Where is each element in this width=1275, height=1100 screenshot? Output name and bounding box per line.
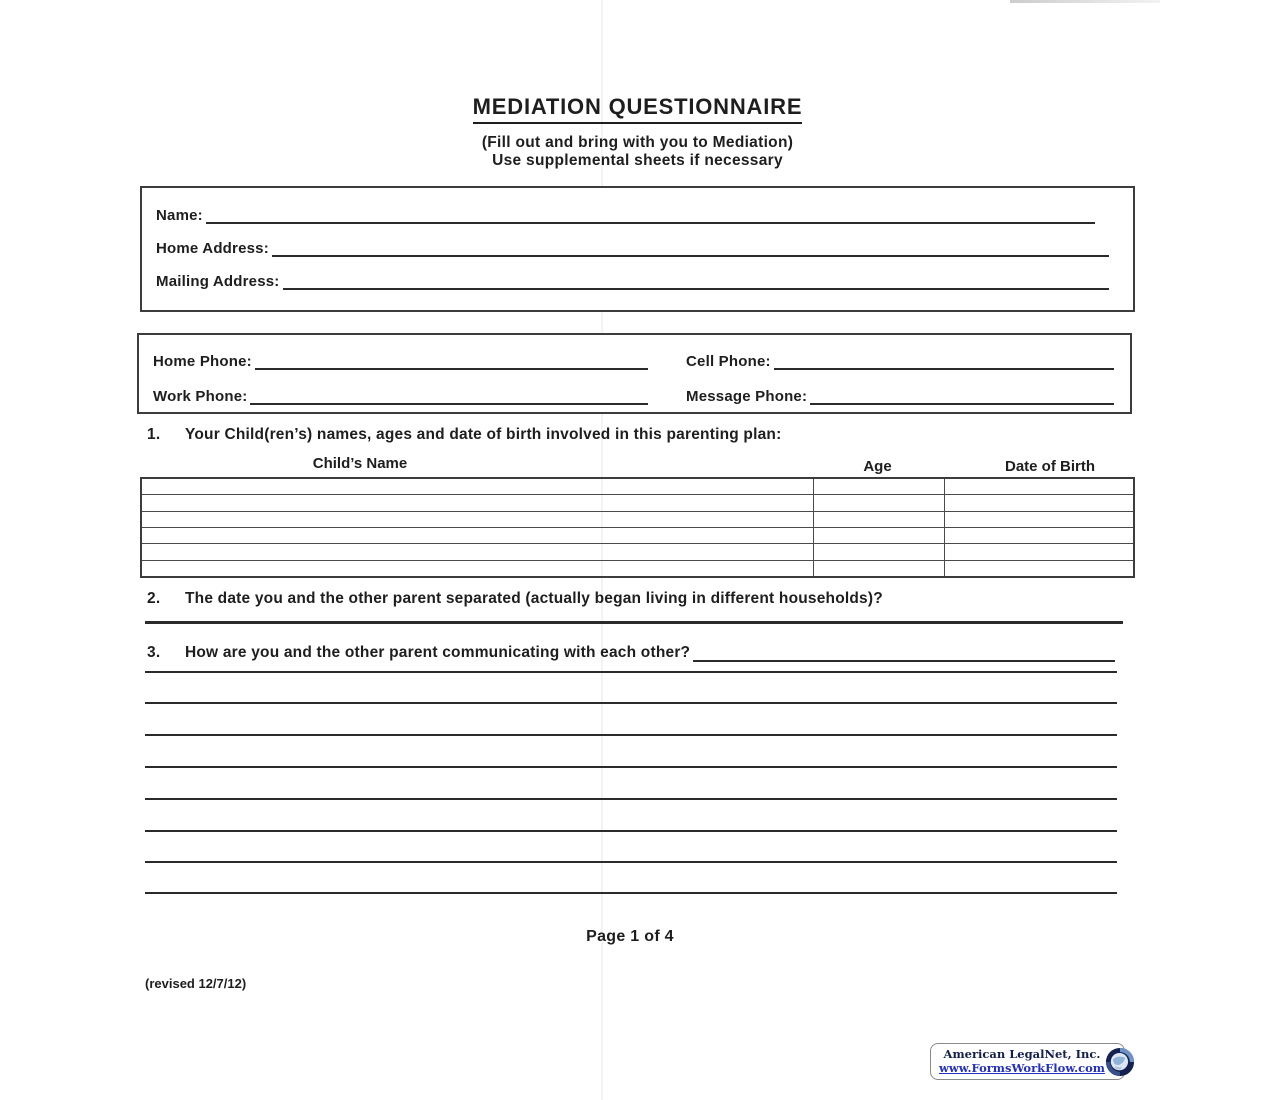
- question-2: [147, 590, 1132, 608]
- home-phone-input-line[interactable]: [255, 350, 648, 370]
- question-1-text: Your Child(ren’s) names, ages and date of birth involved in this parenting plan:: [185, 426, 782, 443]
- name-label: Name:: [156, 207, 203, 224]
- child-name-cell[interactable]: [142, 479, 814, 494]
- phone-box: [137, 333, 1132, 414]
- column-header-childs-name: Child’s Name: [312, 455, 408, 472]
- home-phone-row: [153, 345, 658, 370]
- branding-company: American LegalNet, Inc.: [943, 1047, 1101, 1062]
- table-row: [142, 561, 1133, 576]
- question-1: [147, 426, 1132, 444]
- american-legalnet-badge: [930, 1043, 1125, 1080]
- answer-line[interactable]: [145, 798, 1117, 800]
- work-phone-input-line[interactable]: [250, 385, 648, 405]
- answer-line[interactable]: [145, 892, 1117, 894]
- answer-line[interactable]: [145, 734, 1117, 736]
- child-name-cell[interactable]: [142, 544, 814, 559]
- message-phone-row: [686, 380, 1114, 405]
- form-instructions-line1: (Fill out and bring with you to Mediation): [481, 134, 794, 151]
- home-address-label: Home Address:: [156, 240, 269, 257]
- child-name-cell[interactable]: [142, 561, 814, 576]
- question-2-answer-line[interactable]: [145, 621, 1123, 624]
- work-phone-label: Work Phone:: [153, 388, 248, 405]
- answer-line[interactable]: [145, 830, 1117, 832]
- table-row: [142, 479, 1133, 495]
- home-address-row: [156, 231, 1119, 257]
- home-address-input-line[interactable]: [272, 237, 1109, 257]
- work-phone-row: [153, 380, 658, 405]
- form-instructions-line2: Use supplemental sheets if necessary: [492, 152, 783, 169]
- page-number: Page 1 of 4: [586, 928, 674, 945]
- message-phone-label: Message Phone:: [686, 388, 808, 405]
- contact-info-box: [140, 186, 1135, 312]
- scan-smudge-artifact: [1010, 0, 1160, 3]
- date-of-birth-cell[interactable]: [945, 479, 1133, 494]
- answer-line[interactable]: [145, 861, 1117, 863]
- question-3: [147, 640, 1115, 662]
- question-3-text: How are you and the other parent communicating with each other?: [185, 644, 691, 661]
- date-of-birth-cell[interactable]: [945, 544, 1133, 559]
- answer-line[interactable]: [145, 671, 1117, 673]
- age-cell[interactable]: [814, 544, 945, 559]
- question-2-number: 2.: [147, 590, 161, 607]
- child-name-cell[interactable]: [142, 512, 814, 527]
- home-phone-label: Home Phone:: [153, 353, 252, 370]
- children-table: [140, 477, 1135, 578]
- age-cell[interactable]: [814, 479, 945, 494]
- child-name-cell[interactable]: [142, 528, 814, 543]
- cell-phone-input-line[interactable]: [774, 350, 1114, 370]
- question-2-text: The date you and the other parent separated (actually began living in different households)?: [185, 590, 883, 607]
- table-row: [142, 528, 1133, 544]
- table-row: [142, 495, 1133, 511]
- name-row: [156, 198, 1119, 224]
- message-phone-input-line[interactable]: [810, 385, 1114, 405]
- form-title: MEDIATION QUESTIONNAIRE: [473, 94, 803, 124]
- cell-phone-row: [686, 345, 1114, 370]
- branding-website-link[interactable]: www.FormsWorkFlow.com: [939, 1060, 1105, 1075]
- question-3-number: 3.: [147, 644, 161, 661]
- age-cell[interactable]: [814, 495, 945, 510]
- date-of-birth-cell[interactable]: [945, 495, 1133, 510]
- date-of-birth-cell[interactable]: [945, 512, 1133, 527]
- answer-line[interactable]: [145, 766, 1117, 768]
- mailing-address-input-line[interactable]: [283, 270, 1110, 290]
- mailing-address-label: Mailing Address:: [156, 273, 280, 290]
- age-cell[interactable]: [814, 528, 945, 543]
- table-row: [142, 544, 1133, 560]
- age-cell[interactable]: [814, 561, 945, 576]
- cell-phone-label: Cell Phone:: [686, 353, 771, 370]
- question-1-number: 1.: [147, 426, 161, 443]
- age-cell[interactable]: [814, 512, 945, 527]
- column-header-date-of-birth: Date of Birth: [1005, 458, 1095, 475]
- answer-line[interactable]: [145, 702, 1117, 704]
- child-name-cell[interactable]: [142, 495, 814, 510]
- revision-note: (revised 12/7/12): [145, 976, 247, 991]
- globe-icon: [1105, 1047, 1135, 1077]
- question-3-answer-line[interactable]: [693, 640, 1115, 662]
- date-of-birth-cell[interactable]: [945, 528, 1133, 543]
- date-of-birth-cell[interactable]: [945, 561, 1133, 576]
- name-input-line[interactable]: [206, 204, 1095, 224]
- mailing-address-row: [156, 264, 1119, 290]
- table-row: [142, 512, 1133, 528]
- column-header-age: Age: [863, 458, 892, 475]
